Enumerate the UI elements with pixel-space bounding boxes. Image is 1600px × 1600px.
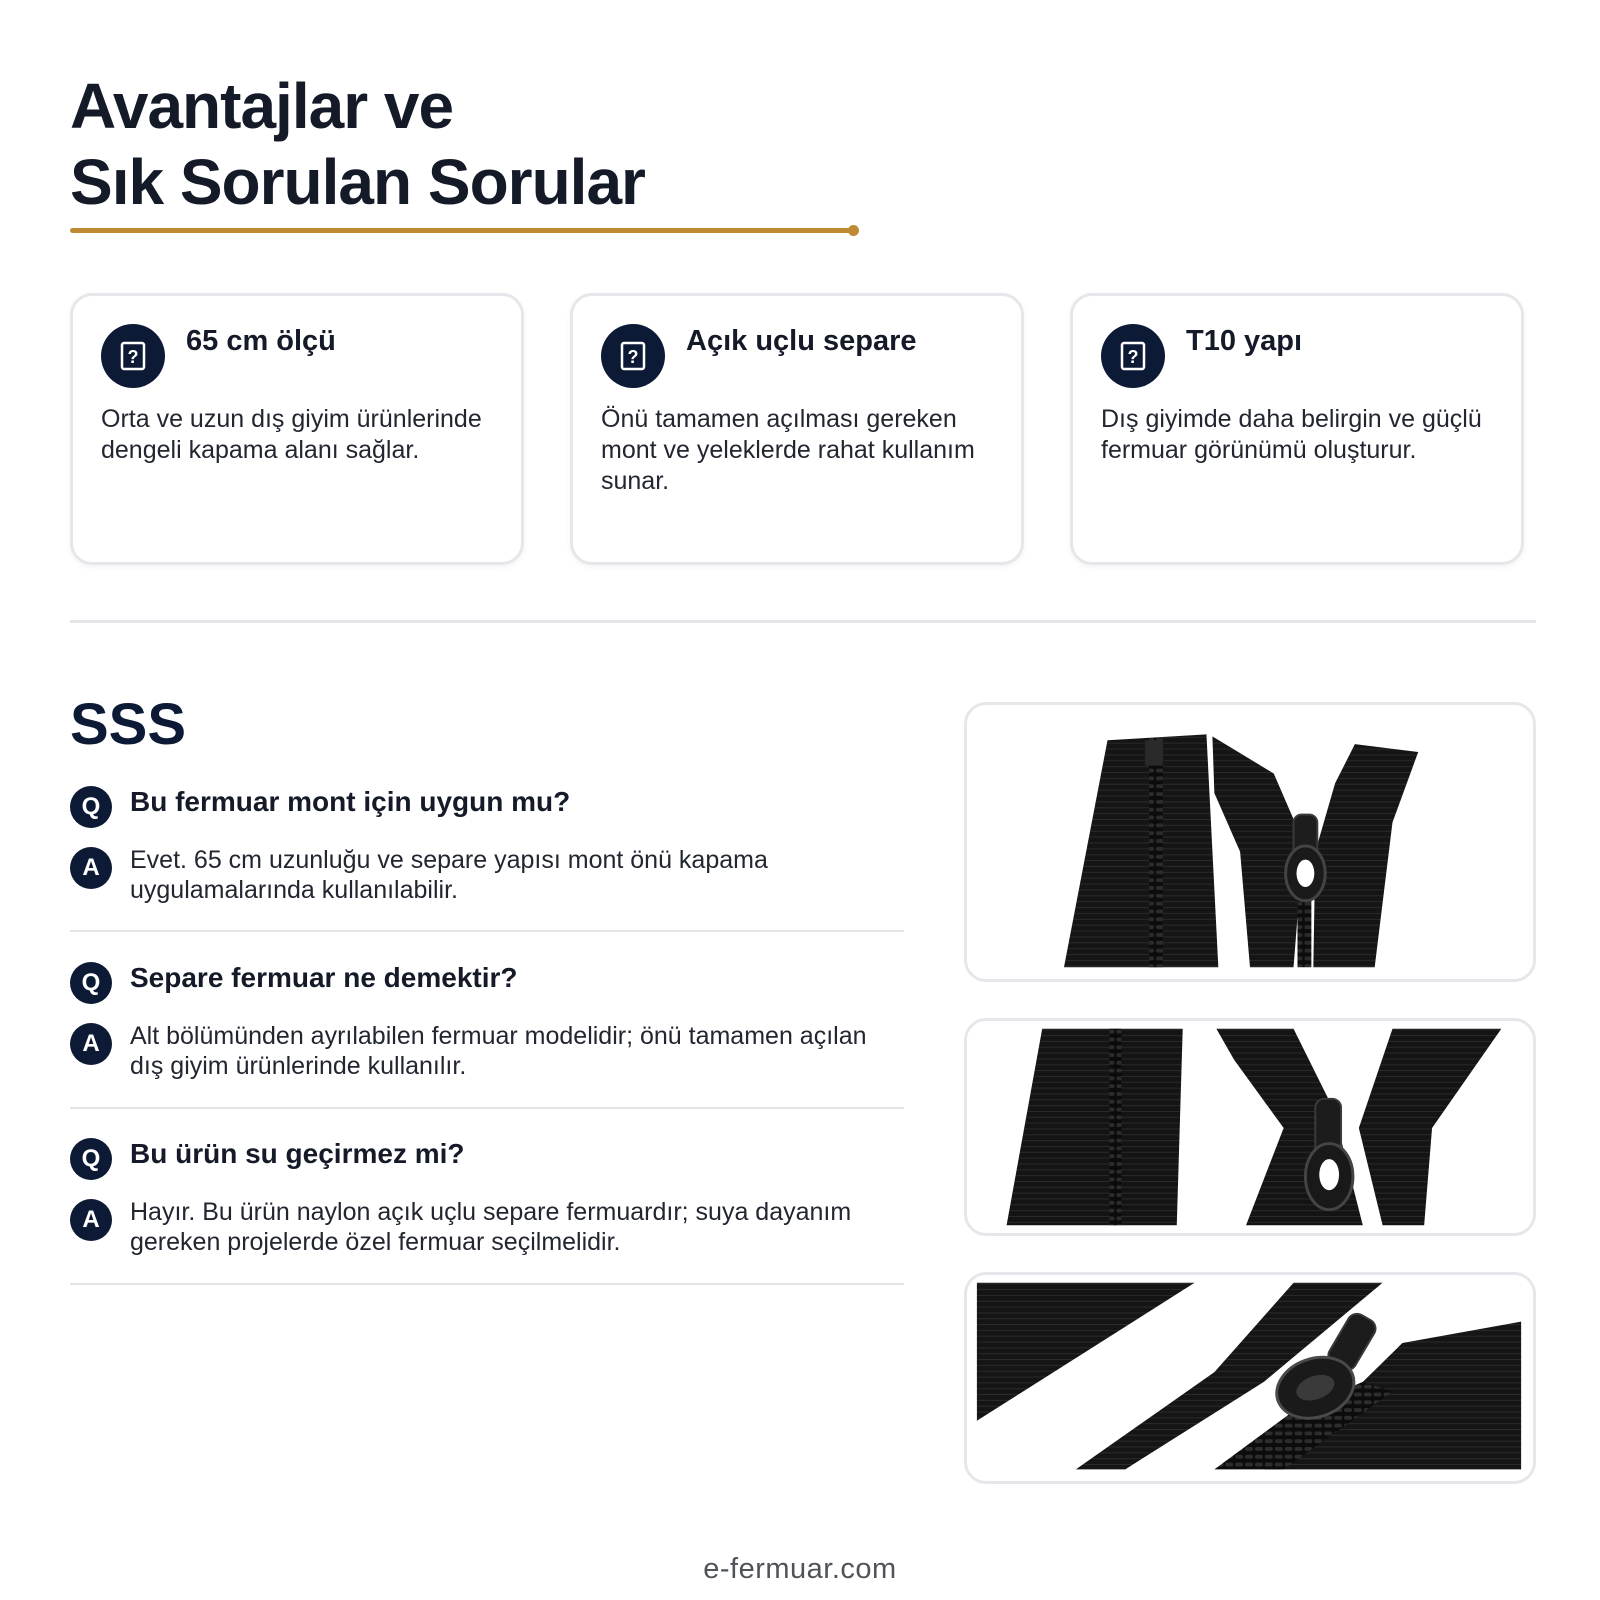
question-box-icon xyxy=(1101,324,1165,388)
feature-card-size xyxy=(70,293,524,565)
title-underline xyxy=(70,228,858,233)
question-badge: Q xyxy=(70,1138,112,1180)
answer-badge: A xyxy=(70,1199,112,1241)
feature-text: Önü tamamen açılması gereken mont ve yeleklerde rahat kullanım sunar. xyxy=(601,405,975,495)
question-badge: Q xyxy=(70,962,112,1004)
page-title-line-2: Sık Sorulan Sorular xyxy=(70,146,645,218)
faq-item xyxy=(70,1137,904,1287)
faq-answer: Hayır. Bu ürün naylon açık uçlu separe fermuardır; suya dayanım gereken projelerde özel fermuar seçilmelidir. xyxy=(130,1198,852,1256)
faq-question: Bu ürün su geçirmez mi? xyxy=(130,1138,465,1169)
question-badge: Q xyxy=(70,786,112,828)
zipper-photo-open-top xyxy=(964,702,1536,982)
faq-question: Bu fermuar mont için uygun mu? xyxy=(130,786,571,817)
feature-text: Orta ve uzun dış giyim ürünlerinde dengeli kapama alanı sağlar. xyxy=(101,405,482,464)
footer-site-url: e-fermuar.com xyxy=(703,1553,897,1585)
zipper-photo-slider-closeup xyxy=(964,1018,1536,1236)
answer-badge: A xyxy=(70,1023,112,1065)
svg-text:?: ? xyxy=(127,347,139,367)
faq-answer: Alt bölümünden ayrılabilen fermuar modelidir; önü tamamen açılan dış giyim ürünlerinde kullanılır. xyxy=(130,1022,867,1080)
faq-separator xyxy=(70,930,904,932)
feature-title: Açık uçlu separe xyxy=(686,325,917,357)
feature-title: 65 cm ölçü xyxy=(186,325,336,357)
zipper-photo-slider-angled xyxy=(964,1272,1536,1484)
section-divider xyxy=(70,620,1536,623)
feature-title: T10 yapı xyxy=(1186,325,1303,357)
page-title xyxy=(70,68,645,220)
answer-badge: A xyxy=(70,847,112,889)
question-box-icon xyxy=(101,324,165,388)
feature-card-separe xyxy=(570,293,1024,565)
faq-item xyxy=(70,961,904,1111)
faq-heading: SSS xyxy=(70,692,187,757)
title-underline-dot xyxy=(848,225,859,236)
feature-text: Dış giyimde daha belirgin ve güçlü fermuar görünümü oluşturur. xyxy=(1101,405,1482,464)
page-title-line-1: Avantajlar ve xyxy=(70,70,454,142)
question-box-icon xyxy=(601,324,665,388)
svg-text:?: ? xyxy=(1127,347,1139,367)
feature-card-t10 xyxy=(1070,293,1524,565)
faq-separator xyxy=(70,1107,904,1109)
faq-item xyxy=(70,785,904,935)
faq-question: Separe fermuar ne demektir? xyxy=(130,962,518,993)
svg-text:?: ? xyxy=(627,347,639,367)
faq-answer: Evet. 65 cm uzunluğu ve separe yapısı mont önü kapama uygulamalarında kullanılabilir. xyxy=(130,846,768,904)
faq-separator xyxy=(70,1283,904,1285)
